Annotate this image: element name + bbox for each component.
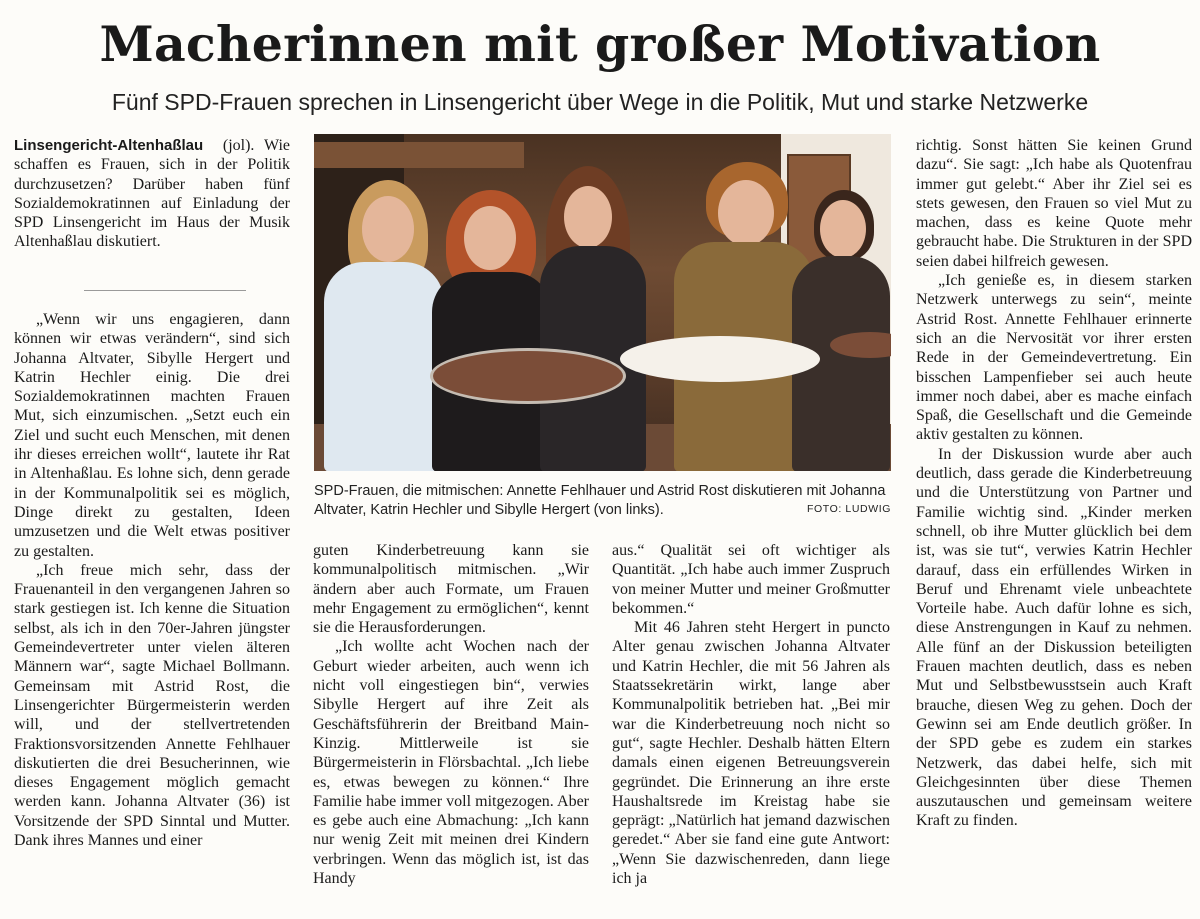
subheadline: Fünf SPD-Frauen sprechen in Linsengericht über Wege in die Politik, Mut und starke Netzwerke xyxy=(111,89,1089,115)
paragraph: Mit 46 Jahren steht Hergert in puncto Alter genau zwischen Johanna Altvater und Katrin Hechler, die mit 56 Jahren als Staatssekretärin wirkt, lange aber Kommunalpolitik betrieben hat. „Bei mir war die Kinderbetreuung noch nicht so gut“, sagte Hechler. Deshalb hätten Eltern damals einen eigenen Betreuungsverein gegründet. Die Erinnerung an ihre erste Haushaltsrede im Kreistag habe sie geprägt: „Natürlich hat jemand dazwischen geredet.“ Aber sie fand eine gute Antwort: „Wenn Sie dazwischenreden, dann liege ich ja xyxy=(612,619,890,888)
photo-caption xyxy=(314,482,891,520)
paragraph: guten Kinderbetreuung kann sie kommunalpolitisch mitmischen. „Wir ändern aber auch Formate, um Frauen mehr Engagement zu ermöglichen“, kennt sie die Herausforderungen. xyxy=(313,542,589,637)
article-intro xyxy=(14,136,290,252)
column-3 xyxy=(612,541,890,888)
paragraph: „Wenn wir uns engagieren, dann können wir etwas verändern“, sind sich Johanna Altvater, Sibylle Hergert und Katrin Hechler einig. Die drei Sozialdemokratinnen machten Frauen Mut, sich einzumischen. „Setzt euch ein Ziel und sucht euch Menschen, mit denen ihr dieses erreichen wollt“, lautete ihr Rat in Altenhaßlau. Es lohne sich, denn gerade in der Kommunalpolitik sei es möglich, Dinge direkt zu gestalten, Ideen umzusetzen und die Welt etwas positiver zu gestalten. xyxy=(14,311,290,560)
column-1 xyxy=(14,310,290,850)
headline: Macherinnen mit großer Motivation xyxy=(99,15,1101,73)
paragraph: richtig. Sonst hätten Sie keinen Grund dazu“. Sie sagt: „Ich habe als Quotenfrau immer gut gelebt.“ Aber ihr Ziel sei es stets gewesen, den Frauen so viel Mut zu machen, dass es keine Quote mehr gebraucht habe. Die Strukturen in der SPD seien dabei hilfreich gewesen. xyxy=(916,137,1192,270)
bistro-table-left xyxy=(430,348,626,404)
bistro-table-center xyxy=(620,336,820,382)
paragraph: „Ich wollte acht Wochen nach der Geburt wieder arbeiten, auch wenn ich nicht voll eingestiegen bin“, verwies Sibylle Hergert auf ihre Zeit als Geschäftsführerin der Breitband Main-Kinzig. Mittlerweile ist sie Bürgermeisterin in Flörsbachtal. „Ich liebe es, etwas bewegen zu können.“ Ihre Familie habe immer voll mitgezogen. Aber es gebe auch eine Abmachung: „Ich kann nur wenig Zeit mit meinen drei Kindern verbringen. Wenn das möglich ist, ist das Handy xyxy=(313,638,589,888)
author-tag: (jol). xyxy=(222,137,255,154)
divider xyxy=(84,290,246,291)
photo-credit: FOTO: LUDWIG xyxy=(806,503,891,515)
article-photo xyxy=(314,134,891,471)
paragraph: „Ich freue mich sehr, dass der Frauenanteil in den vergangenen Jahren so stark gestiegen ist. Ich kenne die Situation selbst, als ich in den 70er-Jahren jüngster Gemeindevertreter unter vielen älteren Männern war“, sagte Michael Bollmann. Gemeinsam mit Astrid Rost, die Linsengerichter Bürgermeisterin werden will, und der stellvertretenden Fraktionsvorsitzenden Annette Fehlhauer diskutierten die drei Besucherinnen, wie dieses Engagement möglich gemacht werden kann. Johanna Altvater (36) ist Vorsitzende der SPD Sinntal und Mutter. Dank ihres Mannes und einer xyxy=(14,561,290,850)
intro-text: Wie schaffen es Frauen, sich in der Politik durchzusetzen? Darüber haben fünf Sozialdemokratinnen auf Einladung der SPD Linsengericht im Haus der Musik Altenhaßlau diskutiert. xyxy=(14,137,290,251)
paragraph: In der Diskussion wurde aber auch deutlich, dass gerade die Kinderbetreuung und die Unterstützung von Partner und Familie wichtig sind. „Kinder merken schnell, ob ihre Mutter glücklich bei dem ist, was sie tut“, verwies Katrin Hechler darauf, dass ein erfüllendes Wirken in Beruf und Ehrenamt viele unbeachtete Vorteile habe. Auch dafür lohne es sich, diese Anstrengungen in Kauf zu nehmen. Alle fünf an der Diskussion beteiligten Frauen machten deutlich, dass es neben Mut und Selbstbewusstsein auch Kraft brauche, diesen Weg zu gehen. Doch der Gewinn sei am Ende deutlich größer. In der SPD gebe es zudem ein starkes Netzwerk, das dabei helfe, sich mit Gleichgesinnten über diese Themen auszutauschen und gemeinsam weitere Kraft zu finden. xyxy=(916,445,1192,830)
column-2 xyxy=(313,541,589,888)
paragraph: „Ich genieße es, in diesem starken Netzwerk unterwegs zu sein“, meinte Astrid Rost. Annette Fehlhauer erinnerte sich an die Nervosität vor ihrer ersten Rede in der Gemeindevertretung. Ein bisschen Lampenfieber sei auch heute immer noch dabei, aber es mache einfach Spaß, die Gesellschaft und die Gemeinde aktiv gestalten zu können. xyxy=(916,272,1192,444)
paragraph: aus.“ Qualität sei oft wichtiger als Quantität. „Ich habe auch immer Zuspruch von meiner Mutter und meiner Großmutter bekommen.“ xyxy=(612,542,890,617)
dateline: Linsengericht-Altenhaßlau xyxy=(14,137,204,154)
photo-shelf xyxy=(314,142,524,168)
column-4 xyxy=(916,136,1192,831)
caption-text: SPD-Frauen, die mitmischen: Annette Fehlhauer und Astrid Rost diskutieren mit Johanna Altvater, Katrin Hechler und Sibylle Hergert (von links). xyxy=(314,483,886,518)
